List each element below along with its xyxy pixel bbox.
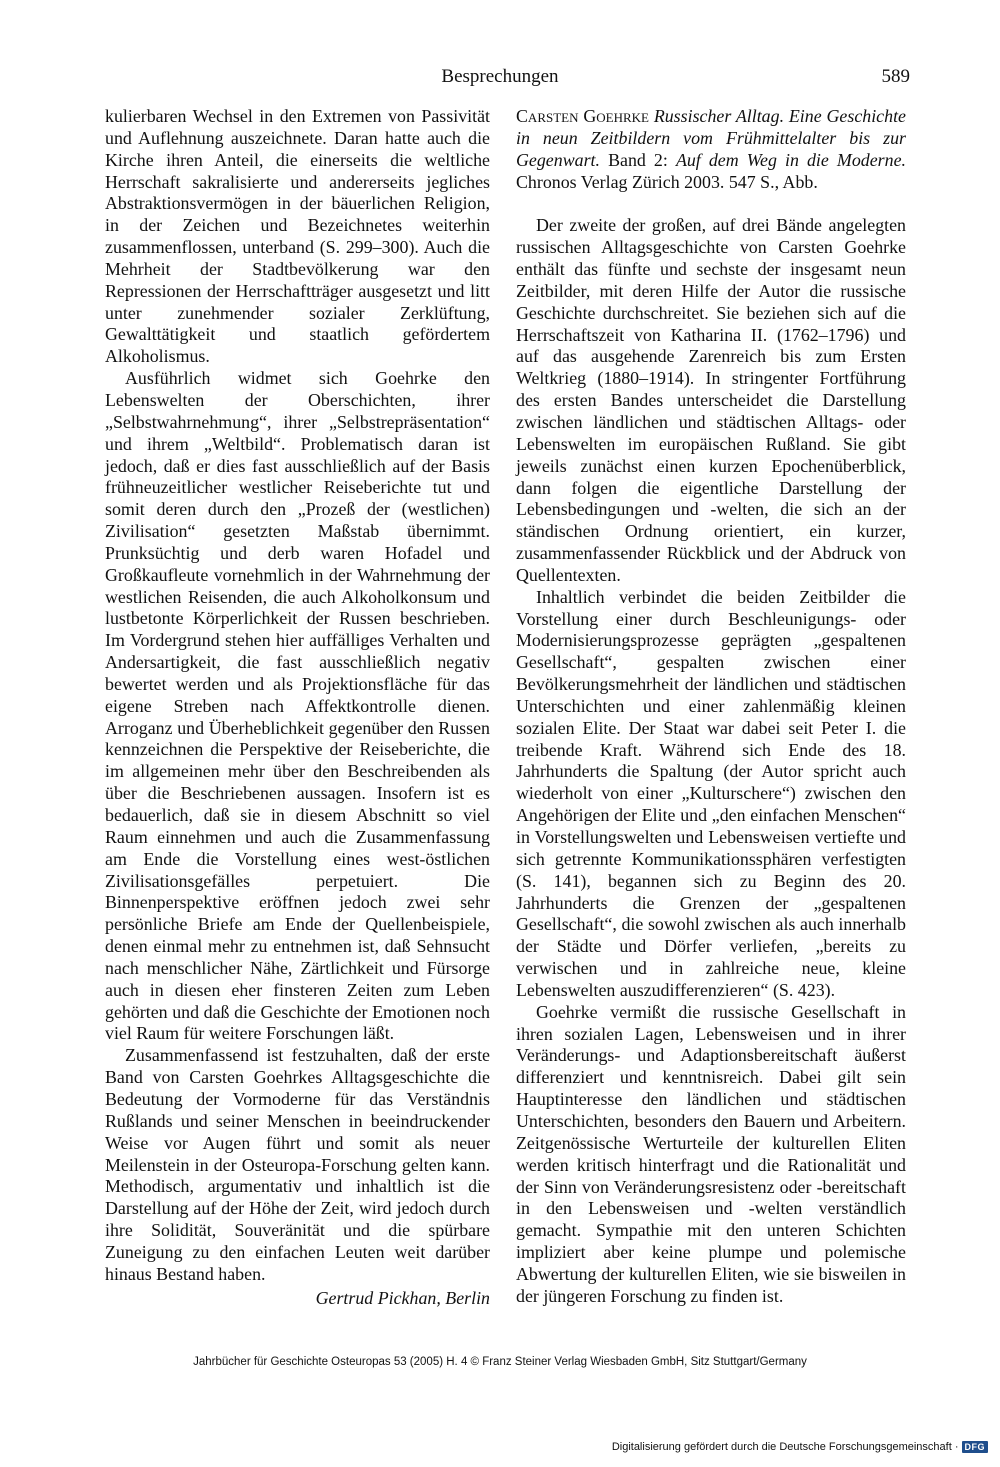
review-publisher: Chronos Verlag Zürich 2003. 547 S., Abb. xyxy=(516,171,818,192)
digitization-credit xyxy=(612,1441,988,1453)
paragraph: kulierbaren Wechsel in den Extremen von Passivität und Auflehnung auszeichnete. Daran hatte auch die Kirche ihren Anteil, die einerseits die weltliche Herrschaft sakralisierte und andererseits jegliches Abstraktionsvermögen in der bäuerlichen Religion, in der Zeichen und Bezeichnetes weiterhin zusammenflossen, unterband (S. 299–300). Auch die Mehrheit der Stadtbevölkerung war den Repressionen der Herrschaftträger ausgesetzt und litt unter zunehmender sozialer Zerklüftung, Gewalttätigkeit und staatlich gefördertem Alkoholismus. xyxy=(105,106,490,367)
page-number: 589 xyxy=(881,66,910,87)
review-heading xyxy=(516,106,906,193)
paragraph: Ausführlich widmet sich Goehrke den Lebenswelten der Oberschichten, ihrer „Selbstwahrnehmung“, ihrer „Selbstrepräsentation“ und ihrem „Weltbild“. Problematisch daran ist jedoch, daß er dies fast ausschließlich auf der Basis frühneuzeitlicher westlicher Reiseberichte tut und somit deren durch den „Prozeß der (westlichen) Zivilisation“ gesetzten Maßstab übernimmt. Prunksüchtig und derb waren Hofadel und Großkaufleute vornehmlich in der Wahrnehmung der westlichen Reisenden, die auch Alkoholkonsum und lustbetonte Körperlichkeit der Russen beschrieben. Im Vordergrund stehen hier auffälliges Verhalten und Andersartigkeit, die fast ausschließlich negativ bewertet werden und als Projektionsfläche für das eigene Streben nach Affektkontrolle dienen. Arroganz und Überheblichkeit gegenüber den Russen kennzeichnen die Perspektive der Reiseberichte, die im allgemeinen mehr über den Beschreibenden als über die Beschriebenen aussagen. Insofern ist es bedauerlich, daß sie in diesem Abschnitt so viel Raum einnehmen und auch die Zusammenfassung am Ende die Vorstellung eines west-östlichen Zivilisationsgefälles perpetuiert. Die Binnenperspektive eröffnen jedoch zwei sehr persönliche Briefe am Ende der Quellenbeispiele, denen einmal mehr zu entnehmen ist, daß Sehnsucht nach menschlicher Nähe, Zärtlichkeit und Fürsorge auch in diesen eher finsteren Zeiten zum Leben gehörten und daß die Geschichte der Emotionen noch viel Raum für weitere Forschungen läßt. xyxy=(105,368,490,1044)
paragraph: Goehrke vermißt die russische Gesellschaft in ihren sozialen Lagen, Lebensweisen und in ihrer Veränderungs- und Adaptionsbereitschaft äußerst differenziert und kenntnisreich. Dabei gilt sein Hauptinteresse den ländlichen und städtischen Unterschichten, besonders den Bauern und Arbeitern. Zeitgenössische Werturteile der kulturellen Eliten werden kritisch hinterfragt und die Rationalität und der Sinn von Veränderungsresistenz oder -bereitschaft in den Lebensweisen und -welten verständlich gemacht. Sympathie mit den unteren Schichten impliziert aber keine plumpe und polemische Abwertung der kulturellen Eliten, wie sie bisweilen in der jüngeren Forschung zu finden ist. xyxy=(516,1001,906,1306)
review-book-subtitle: Auf dem Weg in die Moderne. xyxy=(675,149,906,170)
review-band: Band 2: xyxy=(608,149,668,170)
review-signature: Gertrud Pickhan, Berlin xyxy=(315,1287,490,1308)
review-book-title: Russischer Alltag. Eine Geschichte in neun Zeitbildern vom Frühmittelalter bis zur Gegenwart. xyxy=(516,106,906,170)
paragraph: Zusammenfassend ist festzuhalten, daß der erste Band von Carsten Goehrkes Alltagsgeschichte die Bedeutung der Vormoderne für das Verständnis Rußlands und seiner Menschen in beeindruckender Weise vor Augen führt und somit als neuer Meilenstein in der Osteuropa-Forschung gelten kann. Methodisch, argumentativ und inhaltlich ist die Darstellung auf der Höhe der Zeit, wird jedoch durch ihre Solidität, Souveränität und die spürbare Zuneigung zu den einfachen Leuten weit darüber hinaus Bestand haben. xyxy=(105,1045,490,1284)
dfg-logo-icon: DFG xyxy=(962,1441,989,1453)
credit-text: Digitalisierung gefördert durch die Deutsche Forschungsgemeinschaft · xyxy=(611,1441,959,1453)
running-header-title: Besprechungen xyxy=(441,66,559,87)
review-author: Carsten Goehrke xyxy=(516,106,649,126)
left-column xyxy=(105,106,490,1309)
paragraph: Inhaltlich verbindet die beiden Zeitbilder die Vorstellung einer durch Beschleunigungs- oder Modernisierungsprozesse geprägten „gespaltenen Gesellschaft“, gespalten zwischen einer Bevölkerungsmehrheit der ländlichen und städtischen Unterschichten und einer zahlenmäßig kleinen sozialen Elite. Der Staat war dabei seit Peter I. die treibende Kraft. Während sich Ende des 18. Jahrhunderts die Spaltung (der Autor spricht auch wiederholt von einer „Kulturschere“) zwischen den Angehörigen der Elite und „den einfachen Menschen“ in Vorstellungswelten und Lebensweisen vertiefte und sich getrennte Kommunikationssphären verfestigten (S. 141), begannen sich zu Beginn des 20. Jahrhunderts die Grenzen der „gespaltenen Gesellschaft“, die sowohl zwischen als auch innerhalb der Städte und Dörfer verliefen, „bereits zu verwischen und in zahlreiche neue, kleine Lebenswelten auszudifferenzieren“ (S. 423). xyxy=(516,586,906,1000)
paragraph: Der zweite der großen, auf drei Bände angelegten russischen Alltagsgeschichte von Carsten Goehrke enthält das fünfte und sechste der insgesamt neun Zeitbilder, mit deren Hilfe der Autor die russische Geschichte durchschreitet. Sie beziehen sich auf die Herrschaftszeit von Katharina II. (1762–1796) und auf das ausgehende Zarenreich bis zum Ersten Weltkrieg (1880–1914). In stringenter Fortführung des ersten Bandes unterscheidet die Darstellung zwischen ländlichen und städtischen Alltags- oder Lebenswelten im europäischen Rußland. Sie gibt jeweils zunächst einen kurzen Epochenüberblick, dann folgen die eigentliche Darstellung der Lebensbedingungen und -welten, die sich an der ständischen Ordnung orientiert, ein kurzer, zusammenfassender Rückblick und der Abdruck von Quellentexten. xyxy=(516,215,906,585)
right-column xyxy=(516,106,906,1308)
journal-citation-footer: Jahrbücher für Geschichte Osteuropas 53 (2005) H. 4 © Franz Steiner Verlag Wiesbaden GmbH, Sitz Stuttgart/Germany xyxy=(193,1356,807,1368)
